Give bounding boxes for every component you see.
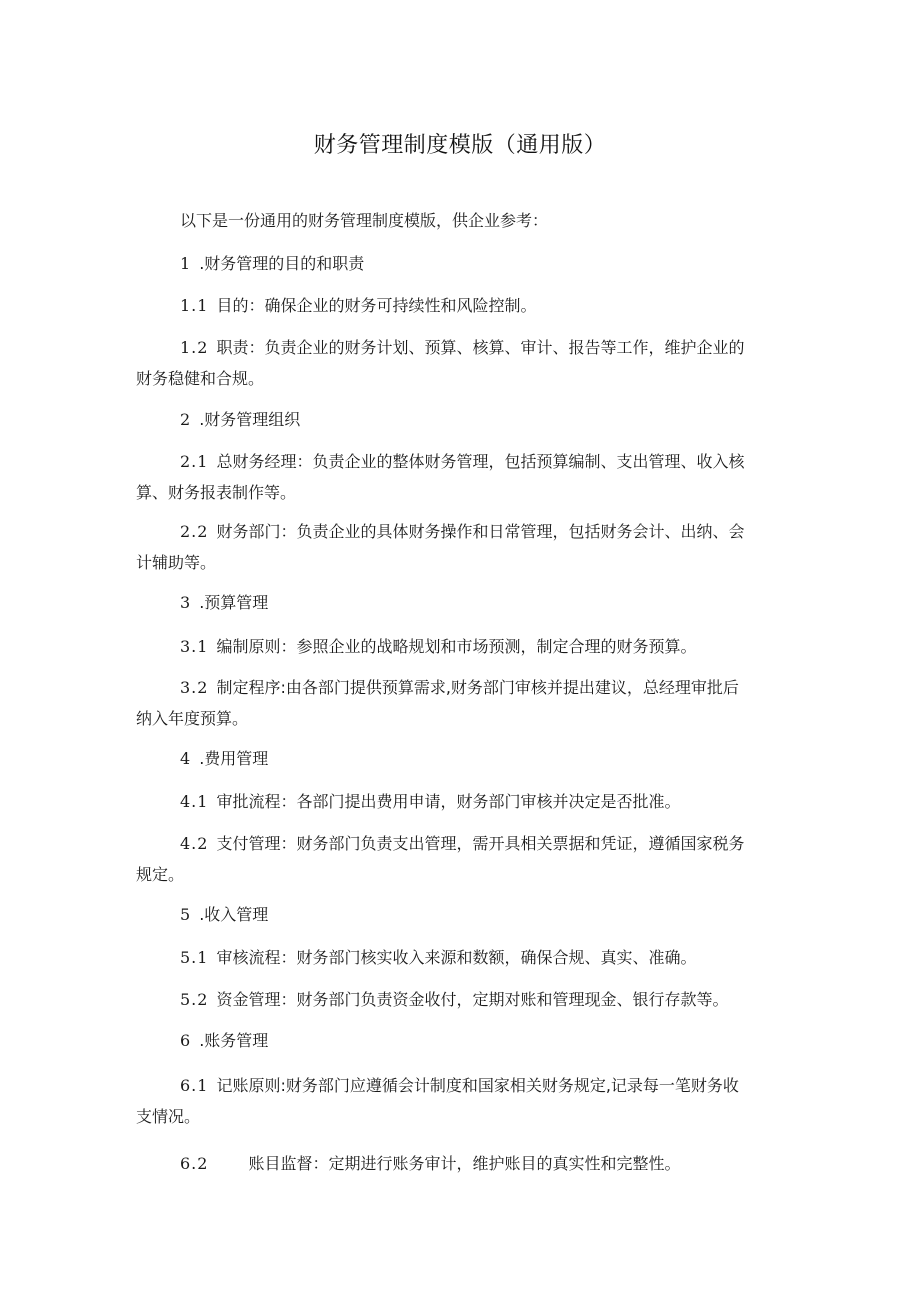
section-heading [136,588,786,618]
section-heading [136,405,786,435]
clause-number: 6.1 [180,1076,209,1095]
section-text: .费用管理 [199,749,269,768]
clause-text: 职责：负责企业的财务计划、预算、核算、审计、报告等工作，维护企业的 [216,338,745,357]
clause-text: 目的：确保企业的财务可持续性和风险控制。 [216,296,537,315]
clause-continuation: 支情况。 [136,1107,201,1126]
clause [136,1149,786,1179]
clause-continuation: 纳入年度预算。 [136,709,249,728]
clause-text: 审核流程：财务部门核实收入来源和数额，确保合规、真实、准确。 [216,948,697,967]
clause-number: 5.2 [180,990,209,1009]
clause [136,673,786,703]
section-number: 4 [180,749,192,768]
clause-continuation: 规定。 [136,865,185,884]
clause-number: 2.1 [180,452,209,471]
section-heading [136,1026,786,1056]
clause-continuation: 计辅助等。 [136,553,217,572]
clause [136,447,786,477]
section-text: .收入管理 [199,905,269,924]
clause-text: 制定程序:由各部门提供预算需求,财务部门审核并提出建议，总经理审批后 [216,678,739,697]
clause [136,787,786,817]
clause [136,829,786,859]
intro-paragraph: 以下是一份通用的财务管理制度模版，供企业参考： [180,211,549,230]
clause [136,985,786,1015]
clause-number: 3.1 [180,637,209,656]
section-text: .预算管理 [199,593,269,612]
clause [136,632,786,662]
clause-text: 财务部门：负责企业的具体财务操作和日常管理，包括财务会计、出纳、会 [216,522,745,541]
clause [136,333,786,363]
section-number: 6 [180,1031,192,1050]
clause-number: 1.2 [180,338,209,357]
clause-number: 2.2 [180,522,209,541]
clause-text: 审批流程：各部门提出费用申请，财务部门审核并决定是否批准。 [216,792,681,811]
clause-text: 总财务经理：负责企业的整体财务管理，包括预算编制、支出管理、收入核 [216,452,745,471]
document-title: 财务管理制度模版（通用版） [313,133,607,158]
section-text: .账务管理 [199,1031,269,1050]
clause-number: 6.2 [180,1154,209,1173]
clause-number: 4.2 [180,834,209,853]
section-heading [136,900,786,930]
clause-text: 账目监督：定期进行账务审计，维护账目的真实性和完整性。 [248,1154,681,1173]
clause-text: 资金管理：财务部门负责资金收付，定期对账和管理现金、银行存款等。 [216,990,729,1009]
clause-text: 支付管理：财务部门负责支出管理，需开具相关票据和凭证，遵循国家税务 [216,834,745,853]
clause-continuation: 财务稳健和合规。 [136,369,265,388]
section-heading [136,249,786,279]
clause-number: 5.1 [180,948,209,967]
section-heading [136,744,786,774]
section-number: 3 [180,593,192,612]
clause-text: 编制原则：参照企业的战略规划和市场预测，制定合理的财务预算。 [216,637,697,656]
section-text: .财务管理的目的和职责 [199,254,365,273]
section-number: 1 [180,254,192,273]
clause [136,291,786,321]
clause [136,943,786,973]
clause-number: 1.1 [180,296,209,315]
clause-number: 3.2 [180,678,209,697]
clause-number: 4.1 [180,792,209,811]
section-number: 2 [180,410,192,429]
clause [136,517,786,547]
section-text: .财务管理组织 [199,410,301,429]
clause-text: 记账原则:财务部门应遵循会计制度和国家相关财务规定,记录每一笔财务收 [216,1076,739,1095]
clause-continuation: 算、财务报表制作等。 [136,483,297,502]
clause [136,1071,786,1101]
section-number: 5 [180,905,192,924]
